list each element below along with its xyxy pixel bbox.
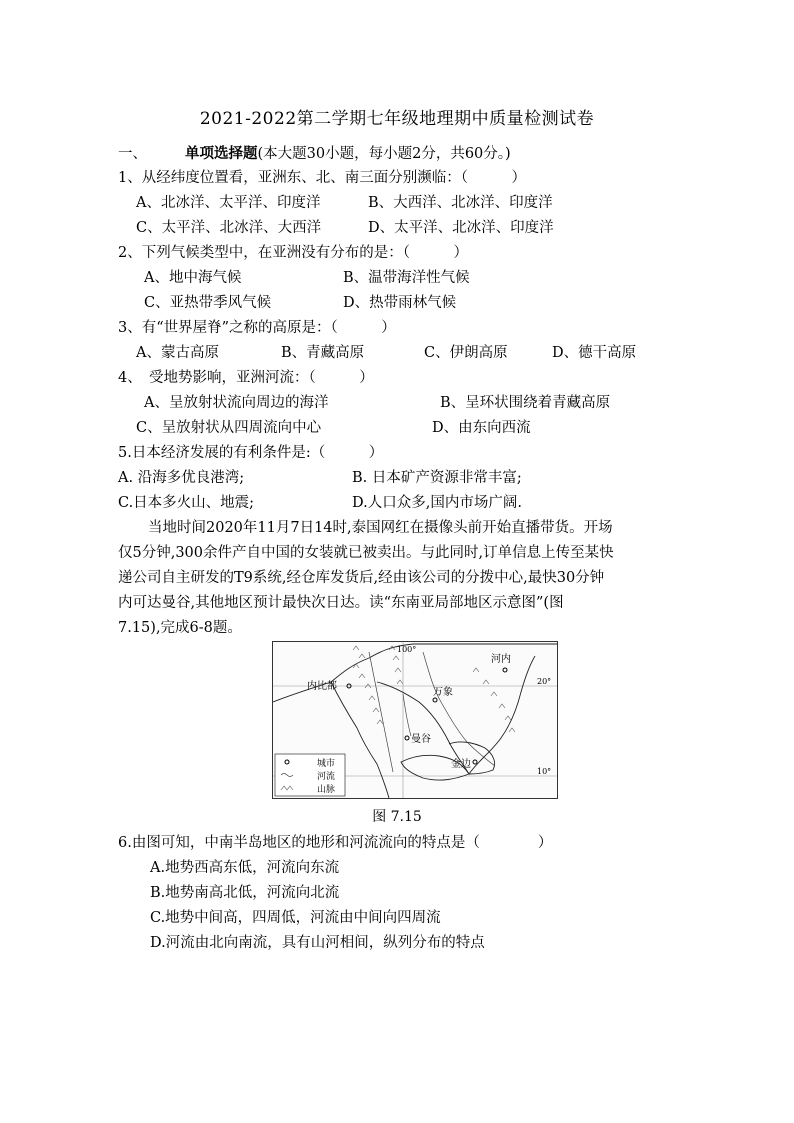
question-6-option-a: A.地势西高东低，河流向东流 [150,860,340,876]
salween-river [369,652,393,772]
question-5-stem: 5.日本经济发展的有利条件是:（ ） [118,445,384,461]
question-6-option-d: D.河流由北向南流，具有山河相间，纵列分布的特点 [150,935,485,951]
city-marker-phnompenh [473,760,477,764]
chao-phraya-river [403,694,411,736]
question-3-option-b: B、青藏高原 [281,345,365,361]
label-20-degree: 20° [537,677,552,686]
question-5-option-a: A. 沿海多优良港湾; [118,470,245,486]
question-1-stem: 1、从经纬度位置看，亚洲东、北、南三面分别濒临：（ ） [118,170,526,186]
vietnam-coast [469,656,535,774]
passage-line-2: 仅5分钟,300余件产自中国的女装就已被卖出。与此同时,订单信息上传至某快 [118,545,614,561]
question-4-stem: 4、 受地势影响，亚洲河流：（ ） [118,370,374,386]
section-note: (本大题30小题，每小题2分，共60分。) [257,146,511,162]
label-naypyidaw: 内比都 [307,681,337,692]
question-1-option-b: B、大西洋、北冰洋、印度洋 [368,195,553,211]
map-figure [273,642,557,798]
label-100-degree: 100° [397,645,417,654]
passage-line-3: 递公司自主研发的T9系统,经仓库发货后,经由该公司的分拨中心,最快30分钟 [118,570,605,586]
question-2-option-a: A、地中海气候 [144,270,242,286]
section-number: 一、 [118,146,147,162]
legend-city-label: 城市 [317,759,336,769]
label-hanoi: 河内 [491,654,511,665]
question-2-stem: 2、下列气候类型中，在亚洲没有分布的是：（ ） [118,245,468,261]
question-3-option-a: A、蒙古高原 [136,345,219,361]
question-2-option-b: B、温带海洋性气候 [343,270,470,286]
legend-river-label: 河流 [317,772,336,782]
question-4-option-b: B、呈环状围绕着青藏高原 [440,395,611,411]
mekong-river [423,652,495,766]
question-6-option-b: B.地势南高北低，河流向北流 [150,885,340,901]
question-6-option-c: C.地势中间高，四周低，河流由中间向四周流 [150,910,441,926]
label-bangkok: 曼谷 [411,734,431,745]
page-title: 2021-2022第二学期七年级地理期中质量检测试卷 [199,109,595,129]
legend-mountain-label: 山脉 [317,785,336,795]
question-6-stem: 6.由图可知，中南半岛地区的地形和河流流向的特点是（ ） [118,835,553,851]
question-5-option-d: D.人口众多,国内市场广阔. [352,495,522,511]
label-vientiane: 万象 [433,687,453,698]
section-heading-text: 单项选择题 [185,145,258,162]
question-1-option-c: C、太平洋、北冰洋、大西洋 [136,220,322,236]
question-3-option-c: C、伊朗高原 [424,345,508,361]
question-3-option-d: D、德干高原 [552,345,637,361]
section-heading [118,142,511,163]
question-4-option-a: A、呈放射状流向周边的海洋 [144,395,329,411]
passage-line-1: 当地时间2020年11月7日14时,泰国网红在摄像头前开始直播带货。开场 [148,520,613,536]
southeast-asia-map [272,641,558,799]
city-marker-vientiane [433,698,437,702]
question-1-option-d: D、太平洋、北冰洋、印度洋 [368,220,554,236]
question-4-option-c: C、呈放射状从四周流向中心 [136,420,322,436]
question-5-option-b: B. 日本矿产资源非常丰富; [352,470,522,486]
question-2-option-c: C、亚热带季风气候 [144,295,272,311]
city-marker-bangkok [405,736,409,740]
question-4-option-d: D、由东向西流 [432,420,531,436]
passage-line-4: 内可达曼谷,其他地区预计最快次日达。读“东南亚局部地区示意图”(图 [118,595,564,611]
city-marker-hanoi [503,668,507,672]
label-phnompenh: 金边 [451,759,471,770]
label-10-degree: 10° [537,767,552,776]
question-1-option-a: A、北冰洋、太平洋、印度洋 [136,195,321,211]
question-2-option-d: D、热带雨林气候 [343,295,457,311]
question-5-option-c: C.日本多火山、地震; [118,495,255,511]
figure-caption: 图 7.15 [372,809,422,825]
question-3-stem: 3、有“世界屋脊”之称的高原是：（ ） [118,320,396,336]
passage-line-5: 7.15),完成6-8题。 [118,620,242,636]
